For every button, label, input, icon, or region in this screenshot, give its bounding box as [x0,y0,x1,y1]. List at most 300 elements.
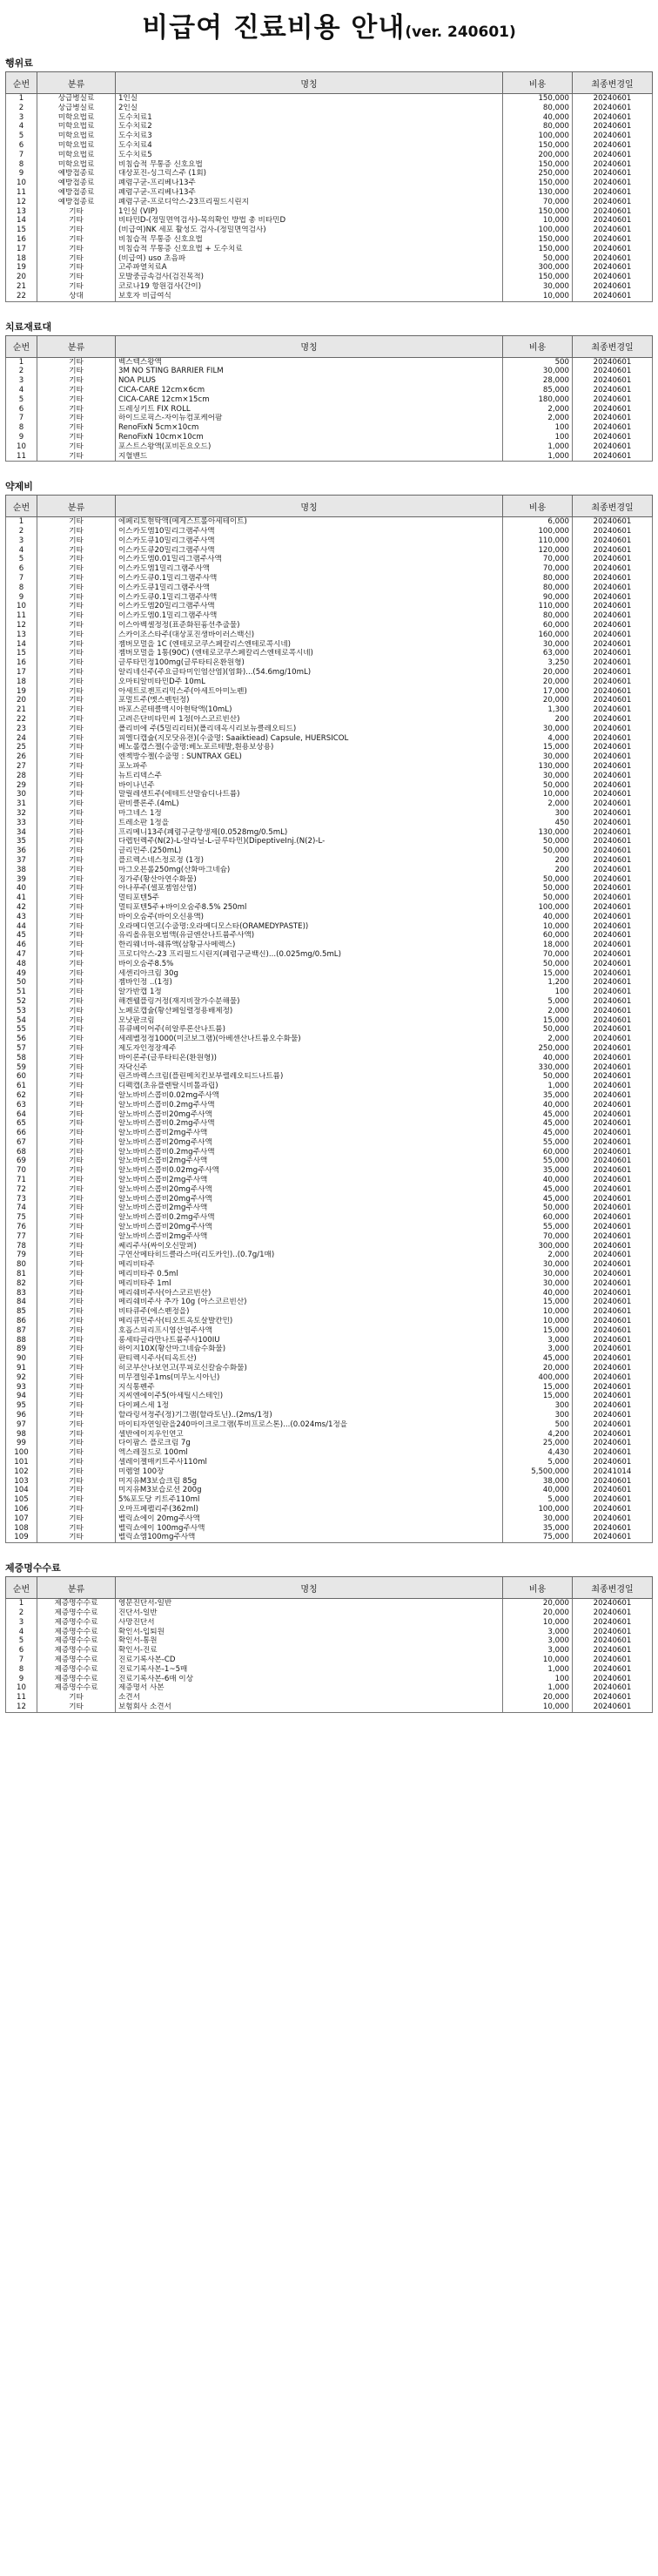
cell-no: 74 [6,1204,37,1213]
cell-cat: 기타 [37,1693,116,1703]
cell-cat: 기타 [37,235,116,245]
column-header-cat: 분류 [37,335,116,357]
cell-cat: 기타 [37,903,116,913]
cell-name: 이스카도엠0.01밀리그램주사액 [116,555,503,564]
cell-price: 4,430 [503,1448,573,1458]
cell-no: 21 [6,705,37,715]
cell-price: 50,000 [503,1025,573,1035]
cell-price: 500 [503,357,573,367]
cell-no: 7 [6,1656,37,1665]
cell-cat: 기타 [37,1016,116,1026]
table-row [6,1448,653,1458]
cell-date: 20240601 [573,1354,653,1364]
cell-no: 6 [6,564,37,574]
table-header-row [6,335,653,357]
cell-date: 20240601 [573,1505,653,1514]
cell-cat: 기타 [37,1524,116,1534]
cell-price: 20,000 [503,1364,573,1373]
cell-name: 확인서-통원 [116,1636,503,1646]
cell-name: 알노바비스콥비20mg주사액 [116,1185,503,1195]
cell-date: 20240601 [573,282,653,292]
cell-date: 20240601 [573,715,653,725]
table-row [6,1505,653,1514]
cell-no: 40 [6,884,37,894]
cell-price: 45,000 [503,1185,573,1195]
cell-no: 27 [6,762,37,772]
cell-name: 폐렴구균-프로디악스-23프리필드시린지 [116,198,503,207]
cell-name: 이스카도큐10밀리그램주사액 [116,536,503,546]
cell-price: 100,000 [503,226,573,235]
cell-no: 87 [6,1326,37,1336]
cell-no: 48 [6,960,37,969]
table-row [6,1401,653,1411]
cell-price: 30,000 [503,752,573,762]
cell-no: 9 [6,433,37,442]
cell-date: 20240601 [573,376,653,386]
cell-no: 77 [6,1232,37,1242]
cell-name: 알노바비스콥비2mg주사액 [116,1204,503,1213]
cell-price: 15,000 [503,1016,573,1026]
cell-no: 33 [6,819,37,828]
cell-price: 110,000 [503,602,573,611]
cell-price: 20,000 [503,1608,573,1618]
cell-cat: 제증명수수료 [37,1628,116,1637]
cell-date: 20240601 [573,922,653,932]
cell-price: 40,000 [503,1289,573,1298]
cell-price: 40,000 [503,1101,573,1110]
title-version: (ver. 240601) [405,24,516,41]
cell-date: 20240601 [573,866,653,875]
cell-price: 60,000 [503,1148,573,1157]
table-row [6,1373,653,1383]
cell-cat: 기타 [37,1119,116,1129]
cell-cat: 기타 [37,649,116,658]
cell-date: 20240601 [573,517,653,527]
cell-date: 20240601 [573,1392,653,1401]
table-row [6,1185,653,1195]
cell-cat: 기타 [37,1354,116,1364]
cell-price: 10,000 [503,790,573,799]
cell-date: 20240601 [573,1025,653,1035]
cell-cat: 기타 [37,781,116,791]
table-row [6,245,653,254]
cell-date: 20240601 [573,1260,653,1270]
cell-price: 2,000 [503,405,573,415]
cell-date: 20240601 [573,1101,653,1110]
cell-date: 20240601 [573,405,653,415]
cell-price: 50,000 [503,894,573,903]
cell-date: 20240601 [573,978,653,988]
cell-date: 20240601 [573,1383,653,1393]
cell-name: 프로디악스-23 프리필드시린지(폐렴구균백신)...(0.025mg/0.5mL) [116,950,503,960]
cell-cat: 기타 [37,790,116,799]
cell-no: 28 [6,772,37,781]
cell-name: 오마티알비타민D주 10mL [116,678,503,687]
table-row [6,678,653,687]
table-row [6,207,653,217]
cell-name: 바이나넌주 [116,781,503,791]
cell-cat: 기타 [37,527,116,536]
cell-cat: 기타 [37,216,116,226]
cell-cat: 기타 [37,1072,116,1082]
cell-cat: 기타 [37,602,116,611]
cell-cat: 기타 [37,395,116,405]
cell-no: 86 [6,1317,37,1326]
cell-price: 150,000 [503,273,573,282]
cell-no: 11 [6,611,37,621]
cell-cat: 기타 [37,856,116,866]
cell-date: 20240601 [573,734,653,744]
cell-name: NOA PLUS [116,376,503,386]
table-row [6,1119,653,1129]
table-row [6,1072,653,1082]
cell-name: 지혈밴드 [116,452,503,462]
cell-name: 2인실 [116,104,503,113]
cell-name: 알노바비스콥비20mg주사액 [116,1195,503,1204]
cell-no: 16 [6,235,37,245]
cell-date: 20240601 [573,631,653,640]
cell-cat: 미학요법료 [37,122,116,131]
cell-no: 84 [6,1298,37,1307]
title-main: 비급여 진료비용 안내 [142,12,406,44]
cell-name: 알노바비스콥비2mg주사액 [116,1157,503,1166]
cell-date: 20240601 [573,913,653,922]
cell-date: 20240601 [573,988,653,997]
cell-cat: 기타 [37,960,116,969]
cell-name: 오마프페펠리주(362ml) [116,1505,503,1514]
cell-name: 유리올유원오범액(유글엔산나트륨주사액) [116,931,503,941]
table-row [6,1364,653,1373]
cell-no: 9 [6,1675,37,1684]
table-row [6,658,653,668]
cell-cat: 기타 [37,1289,116,1298]
cell-price: 15,000 [503,743,573,752]
cell-price: 25,000 [503,1439,573,1448]
cell-no: 12 [6,1703,37,1712]
section-label-materials: 치료재료대 [5,320,52,333]
cell-no: 96 [6,1411,37,1420]
cell-cat: 기타 [37,1298,116,1307]
cell-cat: 기타 [37,1458,116,1467]
cell-name: 진료기록사본-6매 이상 [116,1675,503,1684]
cell-no: 3 [6,536,37,546]
cell-price: 200 [503,715,573,725]
cell-no: 35 [6,837,37,846]
cell-cat: 기타 [37,846,116,856]
cell-name: 해겐웰플링거정(재지비잘가수분해물) [116,997,503,1007]
cell-cat: 기타 [37,536,116,546]
cell-price: 30,000 [503,1270,573,1279]
cell-name: 글루타민정100mg(글루타티온환원형) [116,658,503,668]
cell-date: 20240601 [573,960,653,969]
table-row [6,1636,653,1646]
cell-name: 코로나19 항원검사(간이) [116,282,503,292]
cell-name: 드레싱키트 FIX ROLL [116,405,503,415]
cell-name: 멀티포텐5주+바이오숨주8.5% 250ml [116,903,503,913]
cell-date: 20240601 [573,452,653,462]
cell-no: 44 [6,922,37,932]
cell-date: 20240601 [573,856,653,866]
cell-cat: 기타 [37,1213,116,1223]
cell-name: 알노바비스콥비20mg주사액 [116,1110,503,1120]
cell-name: (비급여) uso 초음파 [116,254,503,264]
cell-price: 80,000 [503,574,573,583]
table-row [6,1251,653,1260]
cell-no: 76 [6,1223,37,1232]
table-row [6,1656,653,1665]
cell-no: 5 [6,395,37,405]
cell-cat: 기타 [37,828,116,838]
cell-no: 8 [6,160,37,170]
cell-cat: 기타 [37,969,116,979]
cell-date: 20240601 [573,762,653,772]
cell-no: 9 [6,169,37,179]
cell-name: 벨릭쇼에이 20mg주사액 [116,1514,503,1524]
cell-no: 37 [6,856,37,866]
table-header-row [6,1577,653,1599]
cell-no: 14 [6,640,37,650]
table-header-row [6,496,653,517]
cell-name: 메리쉐비주사(아스코르빈산) [116,1289,503,1298]
cell-cat: 미학요법료 [37,151,116,160]
cell-cat: 기타 [37,1082,116,1091]
cell-no: 10 [6,179,37,188]
cell-price: 30,000 [503,640,573,650]
cell-cat: 기타 [37,1439,116,1448]
table-row [6,1138,653,1148]
cell-cat: 기타 [37,1091,116,1101]
cell-cat: 기타 [37,1063,116,1073]
cell-no: 66 [6,1129,37,1138]
cell-price: 330,000 [503,1063,573,1073]
table-row [6,1289,653,1298]
cell-cat: 기타 [37,1232,116,1242]
table-row [6,141,653,151]
table-row [6,1148,653,1157]
cell-date: 20240601 [573,1326,653,1336]
cell-price: 3,000 [503,1636,573,1646]
cell-price: 35,000 [503,1524,573,1534]
table-row [6,913,653,922]
table-row [6,1213,653,1223]
cell-cat: 기타 [37,819,116,828]
cell-name: 린즈바렉스크림(플린메치킨보부렐레오티드나트륨) [116,1072,503,1082]
cell-price: 2,000 [503,1007,573,1016]
cell-name: 마그오븐롤250mg(산화마그네슘) [116,866,503,875]
cell-name: 미렘열 100장 [116,1467,503,1477]
table-row [6,1195,653,1204]
cell-price: 130,000 [503,828,573,838]
cell-name: 트레소판 1정을 [116,819,503,828]
cell-date: 20240601 [573,875,653,885]
cell-no: 2 [6,104,37,113]
cell-no: 25 [6,743,37,752]
cell-name: 비타큐주(에스펜정을) [116,1307,503,1317]
cell-no: 108 [6,1524,37,1534]
cell-price: 300,000 [503,1242,573,1251]
cell-price: 1,000 [503,1683,573,1693]
cell-name: 젬버모멀을 1통(90C) (엔테로코쿠스페칼리스엔테로콕시네) [116,649,503,658]
cell-name: 스카이조스타주(대상포진생바이러스백신) [116,631,503,640]
cell-name: 알노바비스콥비0.2mg주사액 [116,1101,503,1110]
cell-cat: 기타 [37,1495,116,1505]
column-header-date: 최종변경일 [573,335,653,357]
cell-price: 45,000 [503,1110,573,1120]
cell-no: 71 [6,1176,37,1185]
cell-name: 롱세타글라만나트륨주사100IU [116,1336,503,1345]
cell-cat: 기타 [37,1242,116,1251]
cell-name: 1인실 [116,94,503,104]
cell-date: 20240601 [573,1636,653,1646]
table-row [6,1176,653,1185]
table-row [6,414,653,423]
cell-price: 10,000 [503,922,573,932]
cell-date: 20240601 [573,1195,653,1204]
cell-cat: 제증명수수료 [37,1665,116,1675]
cell-no: 57 [6,1044,37,1054]
cell-cat: 기타 [37,1373,116,1383]
cell-no: 19 [6,263,37,273]
cell-price: 15,000 [503,1383,573,1393]
cell-date: 20240601 [573,658,653,668]
cell-date: 20240601 [573,950,653,960]
cell-date: 20240601 [573,527,653,536]
cell-name: 뉴트리덱스주 [116,772,503,781]
table-row [6,1035,653,1044]
cell-no: 3 [6,113,37,123]
cell-name: 호흡스피리프시염산염주사액 [116,1326,503,1336]
cell-no: 65 [6,1119,37,1129]
cell-no: 2 [6,367,37,376]
cell-name: 폐렴구균-프리베나13주 [116,179,503,188]
table-row [6,602,653,611]
table-row [6,1242,653,1251]
table-row [6,1336,653,1345]
cell-cat: 기타 [37,978,116,988]
cell-name: 판비클론주.(4mL) [116,799,503,809]
cell-name: 디펙캡(초유플렌탈시비톨과립) [116,1082,503,1091]
cell-price: 50,000 [503,846,573,856]
table-row [6,1608,653,1618]
cell-name: 하이지10X(황산마그네슘수화물) [116,1345,503,1354]
cell-cat: 기타 [37,273,116,282]
cell-no: 81 [6,1270,37,1279]
cell-date: 20240601 [573,752,653,762]
cell-date: 20240601 [573,1628,653,1637]
table-row [6,752,653,762]
cell-price: 3,000 [503,1345,573,1354]
cell-cat: 기타 [37,640,116,650]
cell-no: 103 [6,1477,37,1487]
cell-no: 4 [6,1628,37,1637]
cell-date: 20240601 [573,837,653,846]
table-row [6,198,653,207]
column-header-no: 순번 [6,1577,37,1599]
cell-price: 50,000 [503,875,573,885]
cell-price: 70,000 [503,198,573,207]
table-row [6,367,653,376]
cell-cat: 제증명수수료 [37,1608,116,1618]
cell-no: 17 [6,668,37,678]
cell-price: 1,300 [503,705,573,715]
cell-date: 20240601 [573,104,653,113]
cell-cat: 기타 [37,875,116,885]
cell-price: 250,000 [503,1044,573,1054]
cell-cat: 기타 [37,207,116,217]
table-row [6,734,653,744]
cell-cat: 기타 [37,1420,116,1430]
cell-no: 36 [6,846,37,856]
cell-date: 20240601 [573,1016,653,1026]
table-row [6,809,653,819]
table-row [6,828,653,838]
cell-date: 20240601 [573,113,653,123]
cell-date: 20240601 [573,819,653,828]
cell-name: 다이페스세 1정 [116,1401,503,1411]
cell-date: 20240601 [573,1656,653,1665]
table-row [6,564,653,574]
cell-price: 3,000 [503,1628,573,1637]
cell-name: 메리비타주 [116,1260,503,1270]
cell-date: 20240601 [573,1683,653,1693]
table-row [6,687,653,697]
table-row [6,546,653,556]
table-row [6,1430,653,1440]
cell-name: 미지유M3보습로션 200g [116,1486,503,1495]
cell-no: 106 [6,1505,37,1514]
cell-date: 20240601 [573,903,653,913]
cell-name: 바이오숨주(바이오신용액) [116,913,503,922]
cell-no: 3 [6,1618,37,1628]
cell-name: 벡스텍스왕액 [116,357,503,367]
cell-cat: 기타 [37,752,116,762]
cell-name: 3M NO STING BARRIER FILM [116,367,503,376]
cell-cat: 기타 [37,1223,116,1232]
table-row [6,1223,653,1232]
cell-name: 미지유M3보습크림 85g [116,1477,503,1487]
cell-price: 80,000 [503,611,573,621]
table-row [6,894,653,903]
cell-name: 미무겔일주1ms(미무노시아닌) [116,1373,503,1383]
cell-cat: 기타 [37,950,116,960]
table-row [6,668,653,678]
table-row [6,1063,653,1073]
cell-cat: 기타 [37,357,116,367]
cell-no: 101 [6,1458,37,1467]
cell-price: 30,000 [503,772,573,781]
cell-date: 20240601 [573,1430,653,1440]
cell-price: 20,000 [503,696,573,705]
table-row [6,1477,653,1487]
cell-date: 20240601 [573,131,653,141]
section-gap [0,462,658,479]
section-label-certs: 제증명수수료 [5,1562,61,1575]
cell-cat: 기타 [37,1514,116,1524]
table-row [6,856,653,866]
cell-date: 20240601 [573,141,653,151]
cell-cat: 기타 [37,1448,116,1458]
cell-cat: 미학요법료 [37,131,116,141]
cell-date: 20240601 [573,997,653,1007]
cell-cat: 기타 [37,282,116,292]
cell-cat: 기타 [37,1326,116,1336]
cell-date: 20240601 [573,1618,653,1628]
cell-price: 15,000 [503,969,573,979]
cell-price: 45,000 [503,1354,573,1364]
cell-date: 20240601 [573,583,653,593]
table-row [6,705,653,715]
cell-cat: 기타 [37,1204,116,1213]
